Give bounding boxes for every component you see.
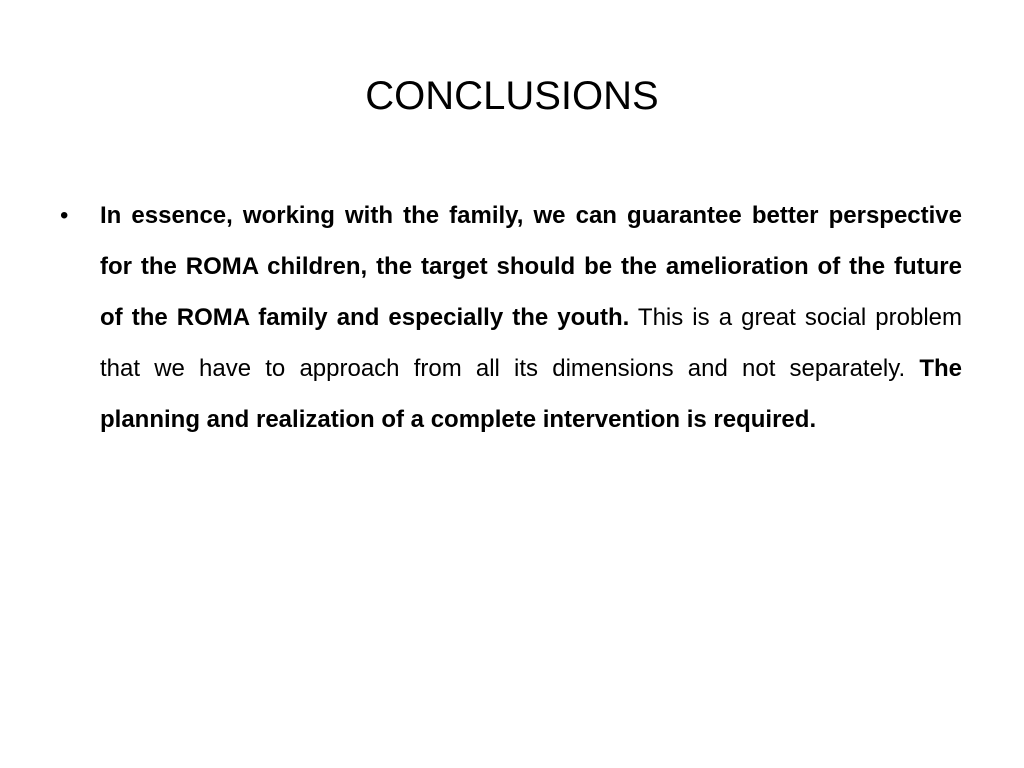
bullet-text-bold-intro: In essence, working with the family, we can guarantee better perspective for the ROMA children, the target should be the amelioration of the future of the ROMA family and especially the youth. xyxy=(100,202,962,331)
bullet-text-bold-conclusion: The planning and realization of a complete intervention is required. xyxy=(100,355,962,433)
bullet-text-regular: This is a great social problem that we have to approach from all its dimensions and not separately. xyxy=(100,304,962,382)
bullet-marker: • xyxy=(60,202,69,229)
slide-title: CONCLUSIONS xyxy=(365,74,659,118)
bullet-item xyxy=(52,190,962,445)
bullet-list xyxy=(52,190,962,445)
